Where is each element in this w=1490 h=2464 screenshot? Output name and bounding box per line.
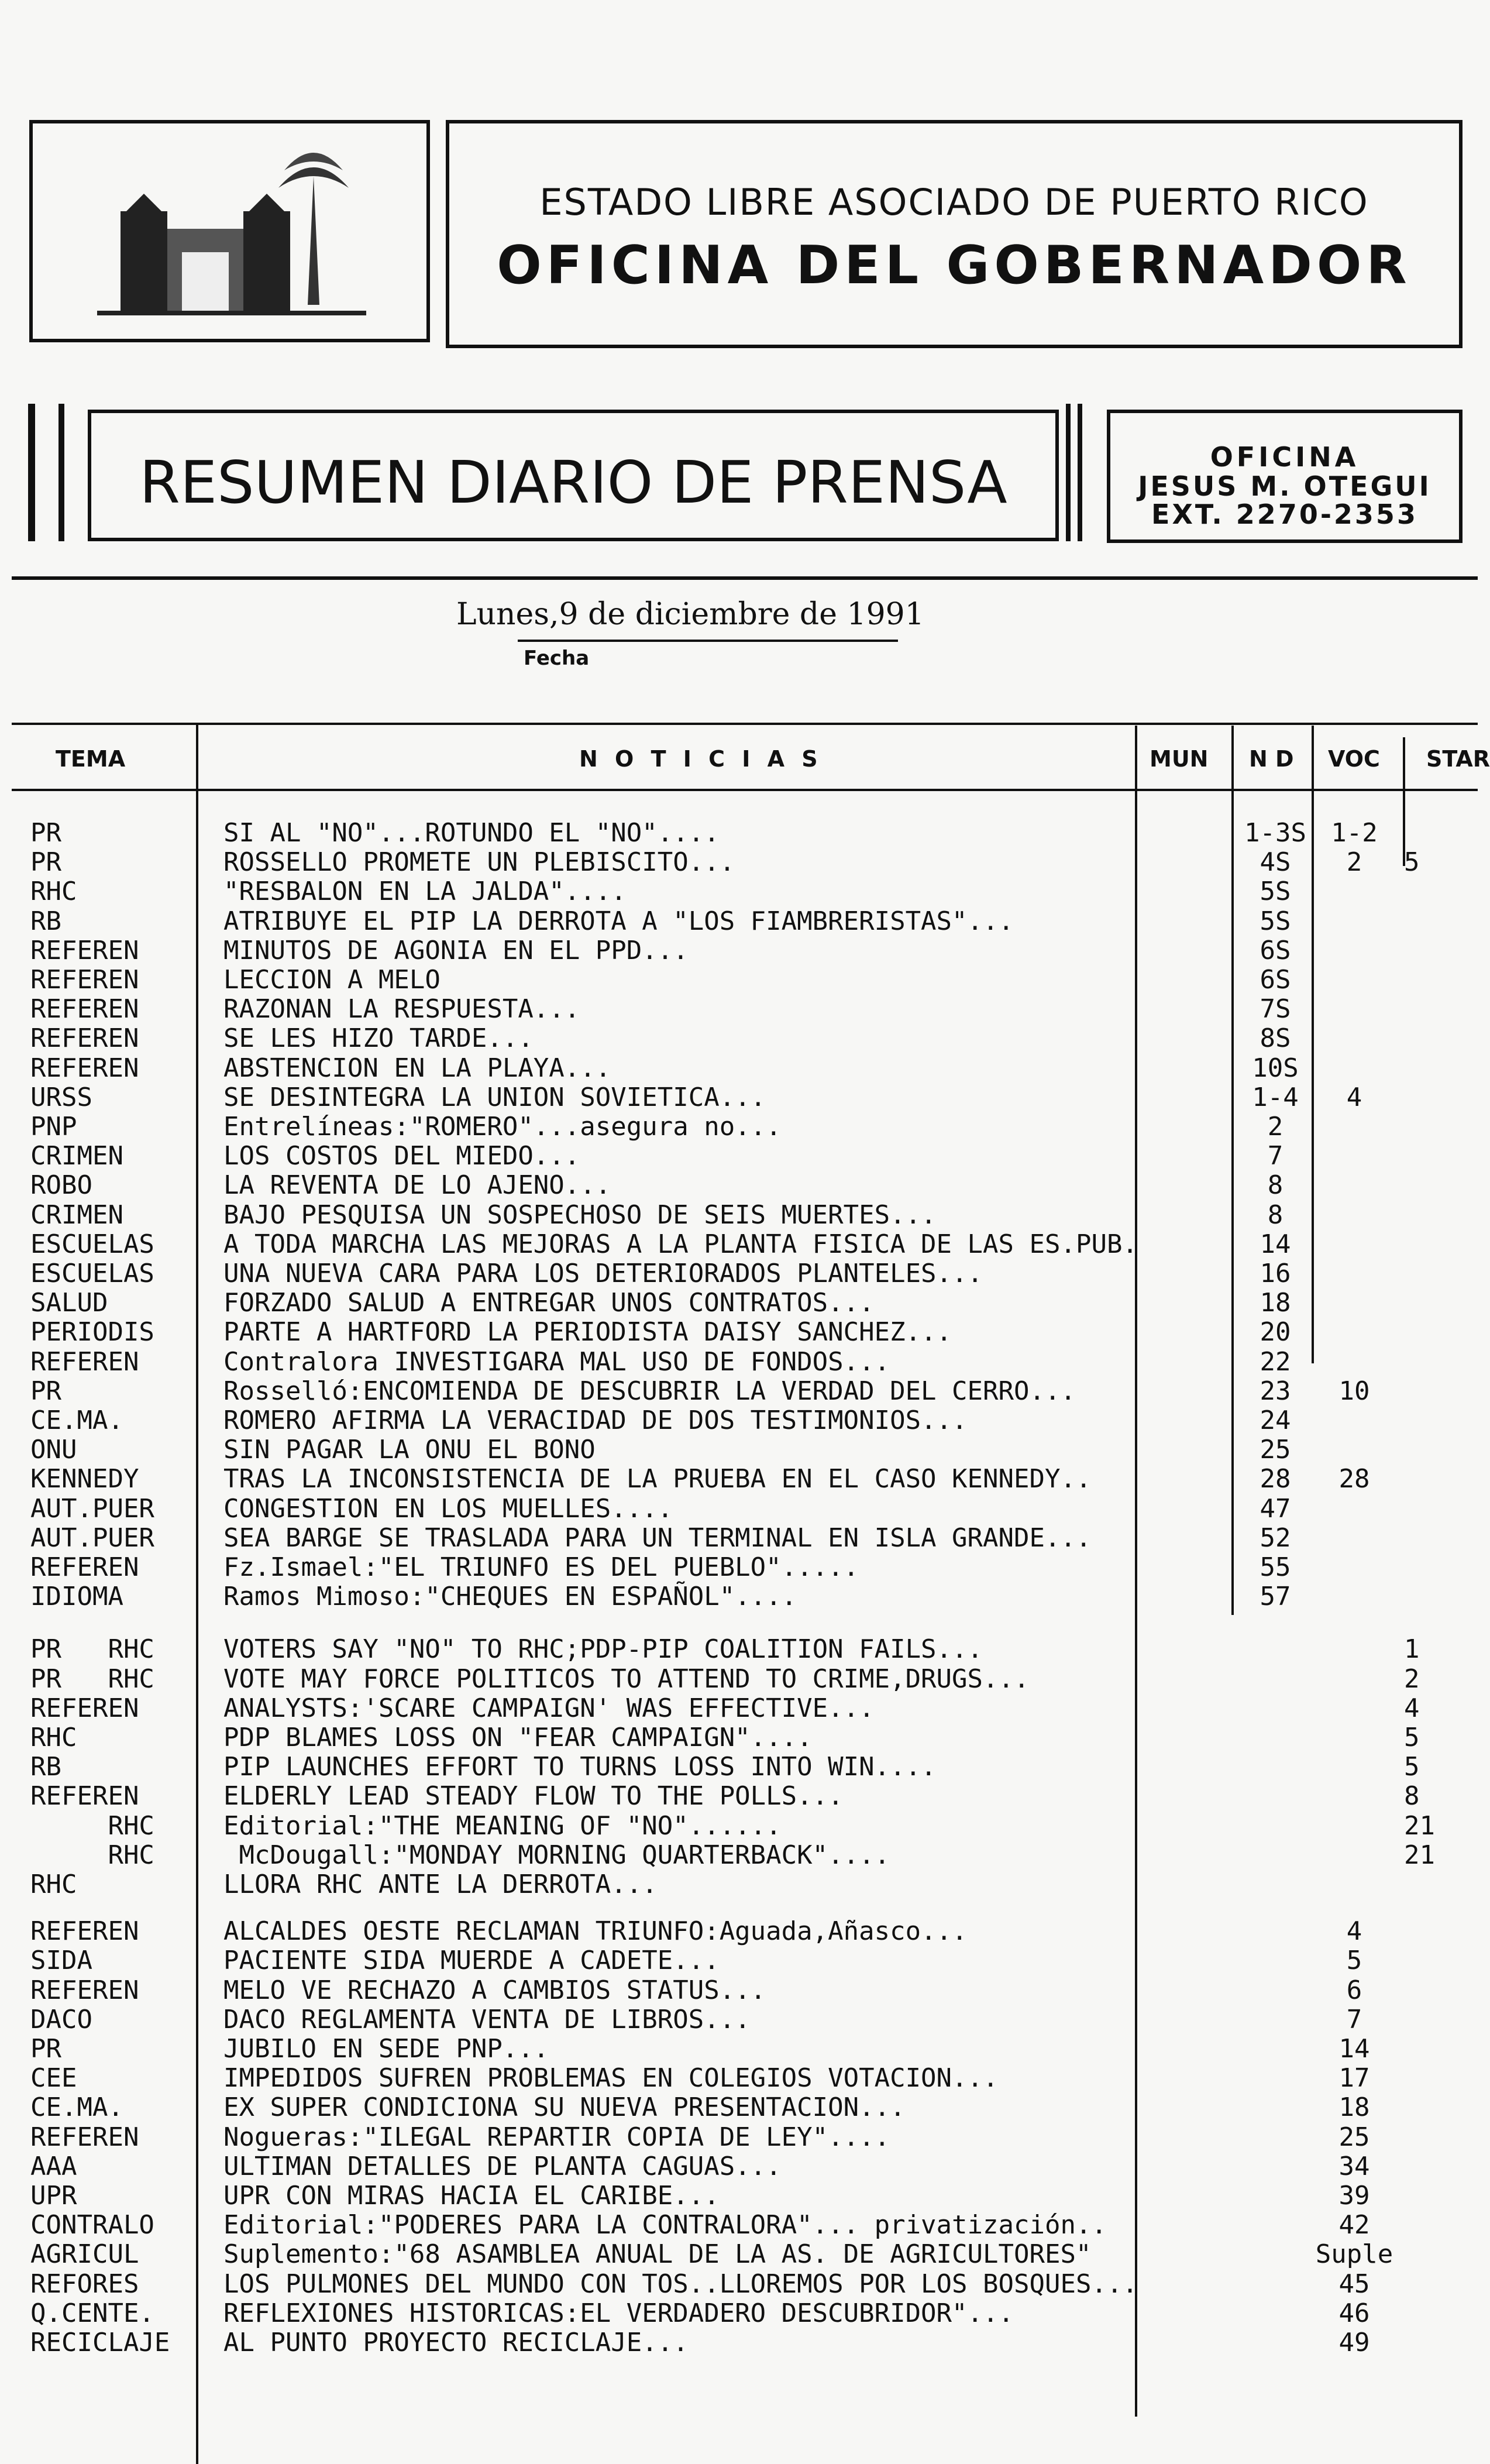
office-name: OFICINA DEL GOBERNADOR [497,235,1412,296]
row-tema: AGRICUL [30,2239,139,2270]
column-star: STAR [1426,746,1490,772]
row-nd [1234,1947,1316,1975]
row-news: UNA NUEVA CARA PARA LOS DETERIORADOS PLANTELES... [223,1259,983,1288]
row-tema: RB [30,906,61,936]
row-voc [1310,1583,1398,1611]
row-tema: Q.CENTE. [30,2298,154,2328]
row-voc [1310,1524,1398,1552]
row-tema: PR [30,818,61,848]
row-tema: RHC [30,1840,154,1870]
row-news: SE LES HIZO TARDE... [223,1023,534,1054]
row-news: Entrelíneas:"ROMERO"...asegura no... [223,1112,782,1142]
row-nd: 14 [1260,1229,1291,1259]
date-underline [518,640,898,642]
row-nd: 10S [1252,1053,1299,1083]
row-news: EX SUPER CONDICIONA SU NUEVA PRESENTACION... [223,2092,906,2123]
row-voc [1310,1318,1398,1346]
row-news: ANALYSTS:'SCARE CAMPAIGN' WAS EFFECTIVE... [223,1693,875,1723]
row-star: 5 [1404,847,1420,878]
row-voc: 39 [1338,2181,1370,2211]
row-news: LOS COSTOS DEL MIEDO... [223,1141,580,1171]
row-news: Rosselló:ENCOMIENDA DE DESCUBRIR LA VERDAD DEL CERRO... [223,1376,1076,1406]
row-tema: PERIODIS [30,1317,154,1348]
row-tema: CONTRALO [30,2210,154,2240]
row-voc: 46 [1338,2298,1370,2328]
row-news: PARTE A HARTFORD LA PERIODISTA DAISY SANCHEZ... [223,1317,952,1348]
row-tema: ONU [30,1435,77,1465]
row-nd [1234,2329,1316,2357]
row-tema: CE.MA. [30,1405,123,1435]
row-tema: REFORES [30,2269,139,2299]
row-news: LLORA RHC ANTE LA DERROTA... [223,1870,658,1899]
row-tema: RHC [30,1810,154,1841]
row-voc [1310,1054,1398,1082]
row-tema: ESCUELAS [30,1229,154,1259]
row-tema: SIDA [30,1946,92,1976]
row-news: ALCALDES OESTE RECLAMAN TRIUNFO:Aguada,Añasco... [223,1916,968,1947]
row-news: DACO REGLAMENTA VENTA DE LIBROS... [223,2004,751,2035]
row-voc: 25 [1338,2122,1370,2152]
row-voc: 14 [1338,2034,1370,2064]
office-contact-box [1107,410,1463,543]
row-news: ABSTENCION EN LA PLAYA... [223,1053,611,1083]
row-news: LOS PULMONES DEL MUNDO CON TOS..LLOREMOS POR LOS BOSQUES... [223,2269,1138,2299]
row-tema: UPR [30,2181,77,2211]
date-label: Fecha [524,647,590,670]
row-news: MELO VE RECHAZO A CAMBIOS STATUS... [223,1975,766,2005]
row-nd [1234,1665,1316,1693]
row-nd [1234,1841,1316,1870]
row-tema: CRIMEN [30,1141,123,1171]
row-star: 5 [1404,1723,1420,1752]
row-nd: 5S [1260,877,1291,907]
row-star: 4 [1404,1693,1420,1723]
column-voc: VOC [1328,746,1380,772]
table-header-rule [12,789,1478,791]
row-voc: Suple [1315,2239,1393,2270]
row-voc: 17 [1338,2063,1370,2094]
row-voc [1310,908,1398,936]
row-tema: REFEREN [30,965,139,995]
row-nd [1234,2300,1316,2328]
row-tema: KENNEDY [30,1464,139,1494]
row-voc [1310,1260,1398,1288]
logo-box [29,120,430,342]
government-name: ESTADO LIBRE ASOCIADO DE PUERTO RICO [539,181,1369,224]
row-voc [1310,1113,1398,1141]
row-star: 21 [1404,1840,1435,1870]
row-tema: PNP [30,1112,77,1142]
row-tema: PR RHC [30,1634,154,1665]
row-news: SEA BARGE SE TRASLADA PARA UN TERMINAL EN ISLA GRANDE... [223,1523,1092,1553]
row-news: TRAS LA INCONSISTENCIA DE LA PRUEBA EN EL CASO KENNEDY.. [223,1464,1092,1494]
row-nd: 25 [1260,1435,1291,1465]
row-nd: 52 [1260,1523,1291,1553]
row-news: JUBILO EN SEDE PNP... [223,2034,549,2064]
row-voc [1310,1495,1398,1523]
row-voc [1310,1025,1398,1053]
row-news: ULTIMAN DETALLES DE PLANTA CAGUAS... [223,2151,782,2181]
row-voc [1310,1871,1398,1899]
row-tema: CE.MA. [30,2092,123,2123]
column-divider-mun [1135,726,1137,2417]
row-news: IMPEDIDOS SUFREN PROBLEMAS EN COLEGIOS VOTACION... [223,2063,999,2094]
row-tema: REFEREN [30,1916,139,1947]
row-nd [1234,1635,1316,1664]
column-nd: N D [1249,746,1294,772]
row-nd: 1-3S [1244,818,1306,848]
row-news: PDP BLAMES LOSS ON "FEAR CAMPAIGN".... [223,1723,813,1752]
row-tema: REFEREN [30,2122,139,2152]
row-nd [1234,1871,1316,1899]
row-tema: CRIMEN [30,1200,123,1230]
row-nd: 20 [1260,1317,1291,1348]
row-voc [1310,878,1398,906]
row-nd: 4S [1260,847,1291,878]
report-date: Lunes,9 de diciembre de 1991 [456,597,924,632]
row-voc [1310,1231,1398,1259]
row-tema: CEE [30,2063,77,2094]
column-mun: MUN [1150,746,1209,772]
row-news: AL PUNTO PROYECTO RECICLAJE... [223,2328,689,2358]
row-voc: 34 [1338,2151,1370,2181]
row-news: MINUTOS DE AGONIA EN EL PPD... [223,935,689,965]
row-tema: RHC [30,1870,77,1899]
row-voc [1310,1171,1398,1200]
row-tema: DACO [30,2004,92,2035]
row-voc: 7 [1346,2004,1362,2035]
row-nd [1234,2094,1316,2122]
row-news: BAJO PESQUISA UN SOSPECHOSO DE SEIS MUERTES... [223,1200,937,1230]
column-divider-nd [1231,726,1234,1615]
row-tema: URSS [30,1082,92,1112]
row-nd [1234,2123,1316,2152]
row-voc [1310,1665,1398,1693]
row-voc: 45 [1338,2269,1370,2299]
row-voc [1310,966,1398,994]
row-star: 8 [1404,1781,1420,1812]
row-star: 5 [1404,1752,1420,1782]
row-nd [1234,2211,1316,2239]
row-news: McDougall:"MONDAY MORNING QUARTERBACK".... [223,1840,890,1870]
row-nd: 5S [1260,906,1291,936]
row-nd: 22 [1260,1346,1291,1377]
row-news: FORZADO SALUD A ENTREGAR UNOS CONTRATOS... [223,1288,875,1318]
row-voc [1310,1753,1398,1781]
row-nd [1234,1782,1316,1810]
row-tema: RHC [30,877,77,907]
row-tema: REFEREN [30,1552,139,1582]
row-nd [1234,2006,1316,2034]
column-divider-star [1403,737,1405,866]
row-nd: 57 [1260,1582,1291,1612]
row-voc: 6 [1346,1975,1362,2005]
row-nd: 23 [1260,1376,1291,1406]
row-tema: REFEREN [30,935,139,965]
row-news: PIP LAUNCHES EFFORT TO TURNS LOSS INTO WIN.... [223,1752,937,1782]
row-news: LECCION A MELO [223,965,441,995]
row-nd [1234,1812,1316,1840]
row-nd [1234,2035,1316,2063]
left-double-bar [28,404,35,541]
row-tema: REFEREN [30,1023,139,1054]
row-voc: 28 [1338,1464,1370,1494]
row-nd: 55 [1260,1552,1291,1582]
row-tema: REFEREN [30,1053,139,1083]
row-tema: REFEREN [30,994,139,1025]
right-double-bar [1066,404,1071,541]
row-voc: 42 [1338,2210,1370,2240]
column-noticias: N O T I C I A S [579,746,823,772]
row-voc [1310,1554,1398,1582]
row-tema: AAA [30,2151,77,2181]
row-nd: 6S [1260,965,1291,995]
row-nd: 47 [1260,1493,1291,1524]
row-voc: 1-2 [1331,818,1378,848]
office-extension: EXT. 2270-2353 [1151,499,1418,530]
row-nd: 18 [1260,1288,1291,1318]
row-news: SI AL "NO"...ROTUNDO EL "NO".... [223,818,720,848]
row-nd [1234,2182,1316,2210]
row-nd [1234,1753,1316,1781]
row-voc: 10 [1338,1376,1370,1406]
row-voc [1310,995,1398,1023]
header-rule [12,576,1478,580]
row-nd [1234,2270,1316,2298]
row-news: VOTE MAY FORCE POLITICOS TO ATTEND TO CRIME,DRUGS... [223,1664,1030,1694]
row-voc [1310,937,1398,965]
column-divider-tema [196,723,198,2464]
row-voc [1310,1289,1398,1317]
row-voc: 49 [1338,2328,1370,2358]
row-voc [1310,1201,1398,1229]
row-voc [1310,1436,1398,1464]
row-nd: 7S [1260,994,1291,1025]
office-label: OFICINA [1210,441,1360,473]
row-news: Editorial:"PODERES PARA LA CONTRALORA"... privatización.. [223,2210,1107,2240]
row-news: SE DESINTEGRA LA UNION SOVIETICA... [223,1082,766,1112]
fortress-logo-icon [33,123,426,339]
row-tema: RB [30,1752,61,1782]
row-news: ROMERO AFIRMA LA VERACIDAD DE DOS TESTIMONIOS... [223,1405,968,1435]
row-star: 21 [1404,1810,1435,1841]
row-tema: ROBO [30,1170,92,1201]
row-news: RAZONAN LA RESPUESTA... [223,994,580,1025]
row-news: "RESBALON EN LA JALDA".... [223,877,627,907]
row-tema: PR RHC [30,1664,154,1694]
office-person: JESUS M. OTEGUI [1138,470,1431,502]
row-tema: REFEREN [30,1975,139,2005]
row-nd: 6S [1260,935,1291,965]
row-nd: 2 [1267,1112,1283,1142]
row-voc [1310,1782,1398,1810]
row-voc [1310,1635,1398,1664]
left-double-bar-2 [59,404,64,541]
row-news: VOTERS SAY "NO" TO RHC;PDP-PIP COALITION FAILS... [223,1634,983,1665]
column-tema: TEMA [56,746,126,772]
row-tema: REFEREN [30,1781,139,1812]
row-tema: REFEREN [30,1346,139,1377]
row-tema: PR [30,1376,61,1406]
row-voc: 5 [1346,1946,1362,1976]
row-nd [1234,2240,1316,2269]
row-nd [1234,1977,1316,2005]
row-nd [1234,2153,1316,2181]
row-voc [1310,1724,1398,1752]
row-nd [1234,1917,1316,1946]
row-nd: 28 [1260,1464,1291,1494]
row-news: LA REVENTA DE LO AJENO... [223,1170,611,1201]
row-news: Fz.Ismael:"EL TRIUNFO ES DEL PUEBLO"..... [223,1552,859,1582]
row-tema: RHC [30,1723,77,1752]
row-news: Nogueras:"ILEGAL REPARTIR COPIA DE LEY".... [223,2122,890,2152]
row-tema: PR [30,2034,61,2064]
row-news: Editorial:"THE MEANING OF "NO"...... [223,1810,782,1841]
row-voc [1310,1841,1398,1870]
row-voc [1310,1812,1398,1840]
title-box [88,410,1059,541]
table-top-rule [12,723,1478,725]
row-star: 2 [1404,1664,1420,1694]
row-news: PACIENTE SIDA MUERDE A CADETE... [223,1946,720,1976]
row-nd: 7 [1267,1141,1283,1171]
row-tema: SALUD [30,1288,108,1318]
row-nd: 1-4 [1252,1082,1299,1112]
row-nd: 8 [1267,1170,1283,1201]
row-news: ATRIBUYE EL PIP LA DERROTA A "LOS FIAMBRERISTAS"... [223,906,1014,936]
row-news: Suplemento:"68 ASAMBLEA ANUAL DE LA AS. DE AGRICULTORES" [223,2239,1092,2270]
row-tema: REFEREN [30,1693,139,1723]
row-nd [1234,2064,1316,2092]
row-nd [1234,1695,1316,1723]
row-nd: 16 [1260,1259,1291,1288]
row-tema: AUT.PUER [30,1493,154,1524]
row-tema: PR [30,847,61,878]
row-voc [1310,1407,1398,1435]
row-voc: 4 [1346,1082,1362,1112]
row-news: SIN PAGAR LA ONU EL BONO [223,1435,596,1465]
row-nd: 8S [1260,1023,1291,1054]
row-voc: 18 [1338,2092,1370,2123]
row-news: Ramos Mimoso:"CHEQUES EN ESPAÑOL".... [223,1582,797,1612]
row-nd: 8 [1267,1200,1283,1230]
right-double-bar-2 [1078,404,1082,541]
office-header-box [446,120,1463,348]
row-news: UPR CON MIRAS HACIA EL CARIBE... [223,2181,720,2211]
row-tema: RECICLAJE [30,2328,170,2358]
row-voc [1310,1142,1398,1170]
report-title: RESUMEN DIARIO DE PRENSA [139,448,1007,517]
row-voc [1310,1695,1398,1723]
row-news: CONGESTION EN LOS MUELLES.... [223,1493,673,1524]
row-voc: 4 [1346,1916,1362,1947]
row-nd: 24 [1260,1405,1291,1435]
row-voc: 2 [1346,847,1362,878]
row-news: ELDERLY LEAD STEADY FLOW TO THE POLLS... [223,1781,844,1812]
row-tema: IDIOMA [30,1582,123,1612]
row-news: REFLEXIONES HISTORICAS:EL VERDADERO DESCUBRIDOR"... [223,2298,1014,2328]
row-nd [1234,1724,1316,1752]
row-voc [1310,1348,1398,1376]
row-tema: AUT.PUER [30,1523,154,1553]
row-news: Contralora INVESTIGARA MAL USO DE FONDOS... [223,1346,890,1377]
row-star: 1 [1404,1634,1420,1665]
row-tema: ESCUELAS [30,1259,154,1288]
row-news: ROSSELLO PROMETE UN PLEBISCITO... [223,847,735,878]
row-news: A TODA MARCHA LAS MEJORAS A LA PLANTA FISICA DE LAS ES.PUB. [223,1229,1138,1259]
